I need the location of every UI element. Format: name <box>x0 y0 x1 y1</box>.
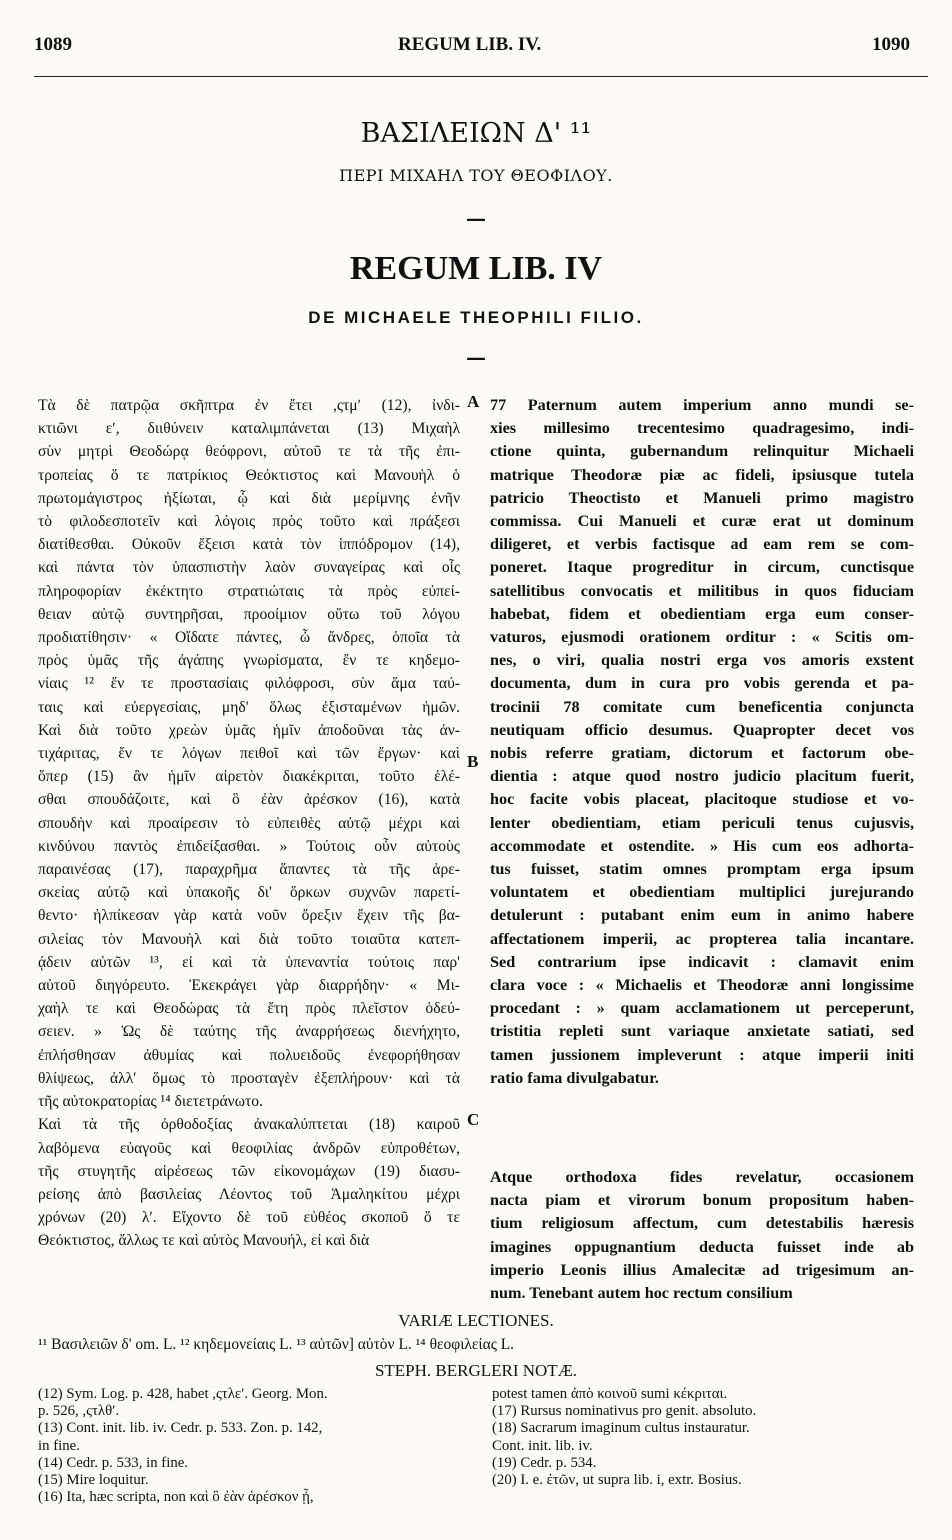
latin-text-line: satellitibus convocatis et militibus in quos fiduciam <box>490 581 914 600</box>
greek-text-line: χαὴλ τε καὶ Θεοδώρας τὰ ἔτη πρὸς πλεῖστον ὁδεύ- <box>38 1000 460 1018</box>
margin-marker-a: A <box>467 392 480 411</box>
greek-text-line: ρείσης ἀπὸ βασιλείας Λέοντος τοῦ Ἀμαληκίτου μέχρι <box>38 1185 460 1203</box>
greek-text-line: παραινέσας (17), παραχρῆμα ἅπαντες τὰ τῆς ἀρε- <box>38 861 460 879</box>
greek-text-line: Θεόκτιστος, ἄλλως τε καὶ αὐτὸς Μανουήλ, εἰ καὶ διὰ <box>38 1232 370 1250</box>
latin-text-line: ctione quinta, gubernandum relinquitur Michaeli <box>490 442 914 461</box>
latin-text-line: habebat, fidem et obedientiam erga eum conser- <box>490 604 914 623</box>
latin-text-line: poneret. Itaque progreditur in circum, cunctisque <box>490 558 914 577</box>
greek-text-line: Τὰ δὲ πατρῷα σκῆπτρα ἐν ἔτει ,ςτμʹ (12), ἰνδι- <box>38 397 460 414</box>
latin-text-line: dientia : atque quod nostro judicio placitum fuerit, <box>490 767 914 786</box>
latin-text-line: patricio Theoctisto et Manueli primo magistro <box>490 488 914 507</box>
latin-text-line: matrique Theodoræ piæ ac fideli, ipsiusque tutela <box>490 465 914 484</box>
notes-left-column <box>38 1386 468 1506</box>
note-line: in fine. <box>38 1437 80 1454</box>
latin-text-line: vaturos, ejusmodi orationem orditur : « Scitis om- <box>490 628 914 647</box>
page-number-right: 1090 <box>872 34 910 55</box>
latin-text-line: diligeret, et verbis factisque ad eam rem se com- <box>490 535 914 554</box>
latin-text-line: neutiquam officio desumus. Quapropter decet vos <box>490 720 914 739</box>
latin-text-line: lenter obedientiam, etiam periculi tenus cujusvis, <box>490 813 914 832</box>
greek-text-line: σιλείας τὸν Μανουὴλ καὶ διὰ τοῦτο τοιαῦτα κατεπ- <box>38 930 460 948</box>
latin-title: REGUM LIB. IV <box>349 250 603 287</box>
latin-text-line: tamen jussionem impleverunt : atque imperii initi <box>490 1045 914 1064</box>
title-dash-2: — <box>466 345 486 369</box>
note-line: potest tamen ἀπὸ κοινοῦ sumi κέκριται. <box>492 1386 728 1402</box>
greek-text-line: σὺν μητρὶ Θεοδώρᾳ θεόφρονι, αὐτοῦ τε τὰ τῆς ἐπι- <box>38 443 460 461</box>
note-line: (14) Cedr. p. 533, in fine. <box>38 1454 188 1471</box>
margin-marker-b: B <box>467 752 479 771</box>
latin-text-line: imagines oppugnantium deducta fuisset inde ab <box>490 1237 914 1256</box>
latin-text-line: num. Tenebant autem hoc rectum consilium <box>490 1284 793 1303</box>
greek-text-line: νίαις ¹² ἔν τε προστασίαις φιλόφροσι, σὺν ἅμα ταύ- <box>38 675 460 693</box>
latin-text-line: tristitia repleti sunt variaque anxietate satiati, sed <box>490 1022 914 1041</box>
latin-text-line: tium religiosum affectum, cum detestabilis hæresis <box>490 1214 914 1233</box>
greek-text-line: προδιατίθησιν· « Οἴδατε πάντες, ὦ ἄνδρες, ὁποῖα τὰ <box>38 629 460 647</box>
greek-text-line: τῆς αὐτοκρατορίας ¹⁴ διετετράνωτο. <box>38 1093 263 1111</box>
note-line: (16) Ita, hæc scripta, non καὶ ὃ ἐὰν ἀρέσκον ᾖ, <box>38 1489 314 1506</box>
latin-text-line: trocinii 78 comitate cum beneficentia conjuncta <box>490 697 914 716</box>
header-rule <box>34 76 928 77</box>
greek-text-line: τὸ φιλοδεσποτεῖν καὶ λόγοις πρὸς τοῦτο καὶ πράξεσι <box>38 513 460 531</box>
greek-text-line: κτιῶνι εʹ, διιθύνειν καταλιμπάνεται (13) Μιχαὴλ <box>38 420 460 438</box>
greek-text-line: τροπείας ὅ τε πατρίκιος Θεόκτιστος καὶ Μανουὴλ ὁ <box>38 466 460 484</box>
latin-text-line: affectationem imperii, ac propterea talia incantare. <box>490 929 914 948</box>
note-line: (18) Sacrarum imaginum cultus instauratur. <box>492 1420 750 1437</box>
greek-text-line: τῆς στυγητῆς αἱρέσεως τῶν εἰκονομάχων (19) διασυ- <box>38 1162 460 1180</box>
latin-text-line: nes, o viri, qualia nostri erga vos amoris exstent <box>490 651 914 670</box>
greek-text-line: Καὶ τὰ τῆς ὀρθοδοξίας ἀνακαλύπτεται (18) καιροῦ <box>38 1116 460 1134</box>
latin-text-line: xies millesimo trecentesimo quadragesimo, indi- <box>490 419 914 438</box>
greek-text-line: σειεν. » Ὡς δὲ ταύτης τῆς ἀναρρήσεως διενήχητο, <box>38 1023 460 1041</box>
latin-text-line: Sed contrarium ipse indicavit : clamavit enim <box>490 952 914 971</box>
latin-text-line: clara voce : « Michaelis et Theodoræ anni longissime <box>490 976 914 995</box>
greek-text-line: πρωτομάγιστρος ἠξίωται, ᾧ καὶ διὰ μερίμνης ἐνῆν <box>38 489 460 507</box>
notes-right-column <box>492 1386 922 1489</box>
greek-text-line: πρὸς ὑμᾶς τῆς ἀγάπης γνωρίσματα, ἔν τε κηδεμο- <box>38 652 460 670</box>
latin-text-line: voluntatem et obedientiam multiplici jurejurando <box>490 883 914 902</box>
latin-text-line: Atque orthodoxa fides revelatur, occasionem <box>490 1168 914 1186</box>
greek-text-line: λαβόμενα εὐαγοῦς καὶ θεοφιλίας ἀνδρῶν εὐπροθέτων, <box>38 1139 460 1157</box>
greek-text-line: σπουδὴν καὶ προαίρεσιν τὸ εὐπειθὲς αὐτῷ μέχρι καὶ <box>38 814 460 832</box>
note-line: Cont. init. lib. iv. <box>492 1437 593 1454</box>
greek-text-line: ὅπερ (15) ἂν ἡμῖν αἱρετὸν διακέκριται, τοῦτο ἑλέ- <box>38 768 460 786</box>
greek-text-line: πληροφορίαν ἐκέκτητο στρατιώταις τὰ πρὸς εὐπεί- <box>38 582 460 600</box>
note-line: (20) I. e. ἐτῶν, ut supra lib. i, extr. Bosius. <box>492 1472 742 1489</box>
greek-text-line: καὶ πάντα τὸν ὑπασπιστὴν λαὸν συναγείρας καὶ οἷς <box>38 559 460 577</box>
latin-text-line: tus fuisset, statim omnes promptam erga ipsum <box>490 860 914 879</box>
greek-text-line: κινδύνου παντὸς ἐπιδείξασθαι. » Τούτοις οὖν αὐτοὺς <box>38 837 460 855</box>
greek-text-line: τιχάριτας, ἔν τε λόγων πειθοῖ καὶ τῶν ἔργων· καὶ <box>38 745 460 763</box>
greek-text-line: διατίθεσθαι. Οὐκοῦν ἔξεισι κατὰ τὸν ἱππόδρομον (14), <box>38 536 460 554</box>
latin-text-line: ratio fama divulgabatur. <box>490 1068 659 1087</box>
title-dash-1: — <box>466 206 486 230</box>
latin-subtitle: DE MICHAELE THEOPHILI FILIO. <box>308 308 644 327</box>
note-line: (13) Cont. init. lib. iv. Cedr. p. 533. Zon. p. 142, <box>38 1420 323 1437</box>
greek-text-line: σθαι σπουδάζοιτε, καὶ ὃ ἐὰν ἀρέσκον (16), κατὰ <box>38 791 460 809</box>
note-line: p. 526, ,ςτλθʹ. <box>38 1403 120 1420</box>
greek-text-line: ᾴδειν αὐτῶν ¹³, εἰ καὶ τὰ ὑπεναντία τούτοις παρ' <box>38 953 460 971</box>
greek-text-column <box>38 394 460 1253</box>
greek-text-line: αὐτοῦ διηγόρευτο. Ἐκεκράγει γὰρ διαρρήδην· « Μι- <box>38 977 460 995</box>
latin-text-column <box>490 394 914 1090</box>
latin-text-line: 77 Paternum autem imperium anno mundi se- <box>490 396 914 414</box>
greek-text-line: ταις καὶ εὐεργεσίαις, μηδ' ὅλως ἐξισταμένων ἡμῶν. <box>38 698 460 716</box>
running-title: REGUM LIB. IV. <box>398 34 542 55</box>
latin-text-line: hoc facite vobis placeat, placitoque studiose et vo- <box>490 790 914 809</box>
greek-text-line: σκείας αὐτῷ καὶ ὑπακοῆς δι' ὅρκων συχνῶν παρετί- <box>38 884 460 902</box>
greek-subtitle: ΠΕΡΙ ΜΙΧΑΗΛ ΤΟΥ ΘΕΟΦΙΛΟΥ. <box>339 166 613 185</box>
latin-text-line: imperio Leonis illius Amalecitæ ad trigesimum an- <box>490 1260 914 1279</box>
latin-text-line: detulerunt : putabant enim eum in animo habere <box>490 906 914 925</box>
latin-text-line: nacta piam et virorum bonum propositum haben- <box>490 1191 914 1210</box>
notae-title: STEPH. BERGLERI NOTÆ. <box>374 1361 578 1380</box>
note-line: (17) Rursus nominativus pro genit. absoluto. <box>492 1403 757 1420</box>
variae-lectiones-title: VARIÆ LECTIONES. <box>398 1311 554 1330</box>
latin-text-column-continued <box>490 1166 914 1305</box>
latin-text-line: procedant : » quam acclamationem ut perceperunt, <box>490 999 914 1018</box>
page-number-left: 1089 <box>34 34 72 55</box>
latin-text-line: documenta, dum in cura pro vobis gerenda et pa- <box>490 674 914 693</box>
greek-text-line: ἐπλήσθησαν ἀθυμίας καὶ πολυειδοῦς ἐνεφορήθησαν <box>38 1046 460 1064</box>
latin-text-line: nobis referre gratiam, dictorum et factorum obe- <box>490 744 914 763</box>
note-line: (15) Mire loquitur. <box>38 1472 149 1489</box>
note-line: (19) Cedr. p. 534. <box>492 1454 597 1471</box>
greek-text-line: Καὶ διὰ τοῦτο χρεὼν ὑμᾶς ἡμῖν ἀποδοῦναι τὰς ἀν- <box>38 721 460 739</box>
note-line: (12) Sym. Log. p. 428, habet ,ςτλεʹ. Georg. Mon. <box>38 1386 328 1402</box>
margin-marker-c: C <box>467 1110 480 1129</box>
latin-text-line: accommodate et ostendite. » His cum eos adhorta- <box>490 836 914 855</box>
greek-text-line: θεντο· ἠλπίκεσαν γὰρ κατὰ νοῦν ὄρεξιν ἔχειν τῆς βα- <box>38 907 460 925</box>
greek-title: ΒΑΣΙΛΕΙΩΝ Δ' ¹¹ <box>360 118 592 149</box>
variae-lectiones-text: ¹¹ Βασιλειῶν δ' om. L. ¹² κηδεμονείαις L. ¹³ αὐτῶν] αὐτὸν L. ¹⁴ θεοφιλείας L. <box>38 1336 515 1353</box>
latin-text-line: commissa. Cui Manueli et curæ erat ut dominum <box>490 512 914 531</box>
greek-text-line: χρόνων (20) λʹ. Εἴχοντο δὲ τοῦ εὐθέος σκοποῦ ὅ τε <box>38 1209 460 1227</box>
greek-text-line: θλίψεως, ἀλλ' ὅμως τὸ προσταγὲν ἐξεπλήρουν· καὶ τὰ <box>38 1069 460 1087</box>
greek-text-line: θειαν αὐτῷ συντηρῆσαι, προοίμιον οὕτω τοῦ λόγου <box>38 605 460 623</box>
